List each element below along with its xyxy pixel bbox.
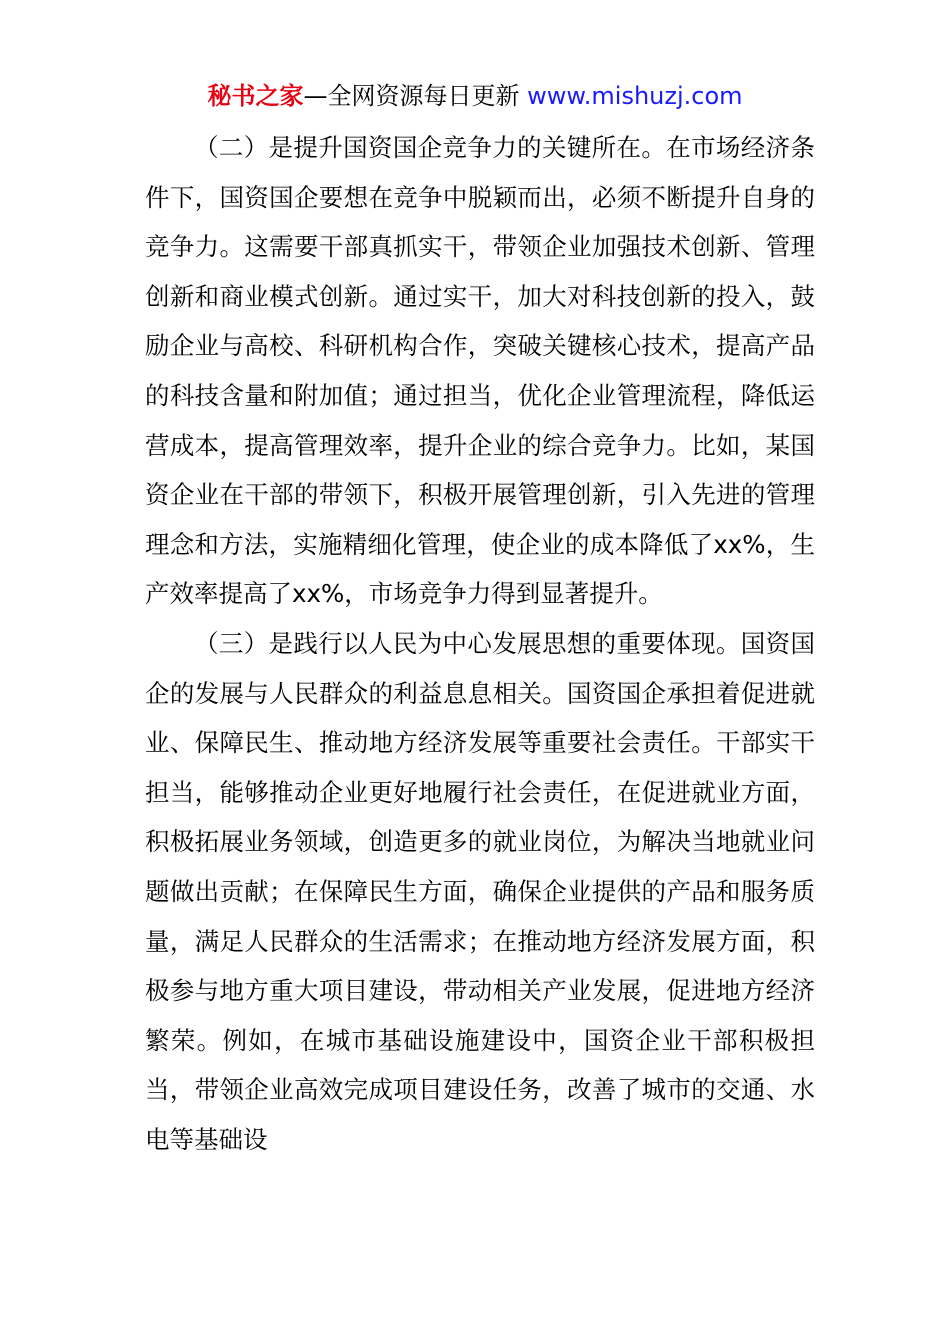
site-header [0,80,950,112]
paragraph-section-3: （三）是践行以人民为中心发展思想的重要体现。国资国企的发展与人民群众的利益息息相关。国资国企承担着促进就业、保障民生、推动地方经济发展等重要社会责任。干部实干担当，能够推动企业更好地履行社会责任，在促进就业方面，积极拓展业务领域，创造更多的就业岗位，为解决当地就业问题做出贡献；在保障民生方面，确保企业提供的产品和服务质量，满足人民群众的生活需求；在推动地方经济发展方面，积极参与地方重大项目建设，带动相关产业发展，促进地方经济繁荣。例如，在城市基础设施建设中，国资企业干部积极担当，带领企业高效完成项目建设任务，改善了城市的交通、水电等基础设 [145,628,815,1154]
paragraph-section-2: （二）是提升国资国企竞争力的关键所在。在市场经济条件下，国资国企要想在竞争中脱颖而出，必须不断提升自身的竞争力。这需要干部真抓实干，带领企业加强技术创新、管理创新和商业模式创新。通过实干，加大对科技创新的投入，鼓励企业与高校、科研机构合作，突破关键核心技术，提高产品的科技含量和附加值；通过担当，优化企业管理流程，降低运营成本，提高管理效率，提升企业的综合竞争力。比如，某国资企业在干部的带领下，积极开展管理创新，引入先进的管理理念和方法，实施精细化管理，使企业的成本降低了xx%，生产效率提高了xx%，市场竞争力得到显著提升。 [145,133,815,609]
site-url-link[interactable]: www.mishuzj.com [527,82,743,110]
document-body [145,123,815,1164]
header-tagline: —全网资源每日更新 [303,82,528,110]
brand-name: 秘书之家 [207,82,304,110]
